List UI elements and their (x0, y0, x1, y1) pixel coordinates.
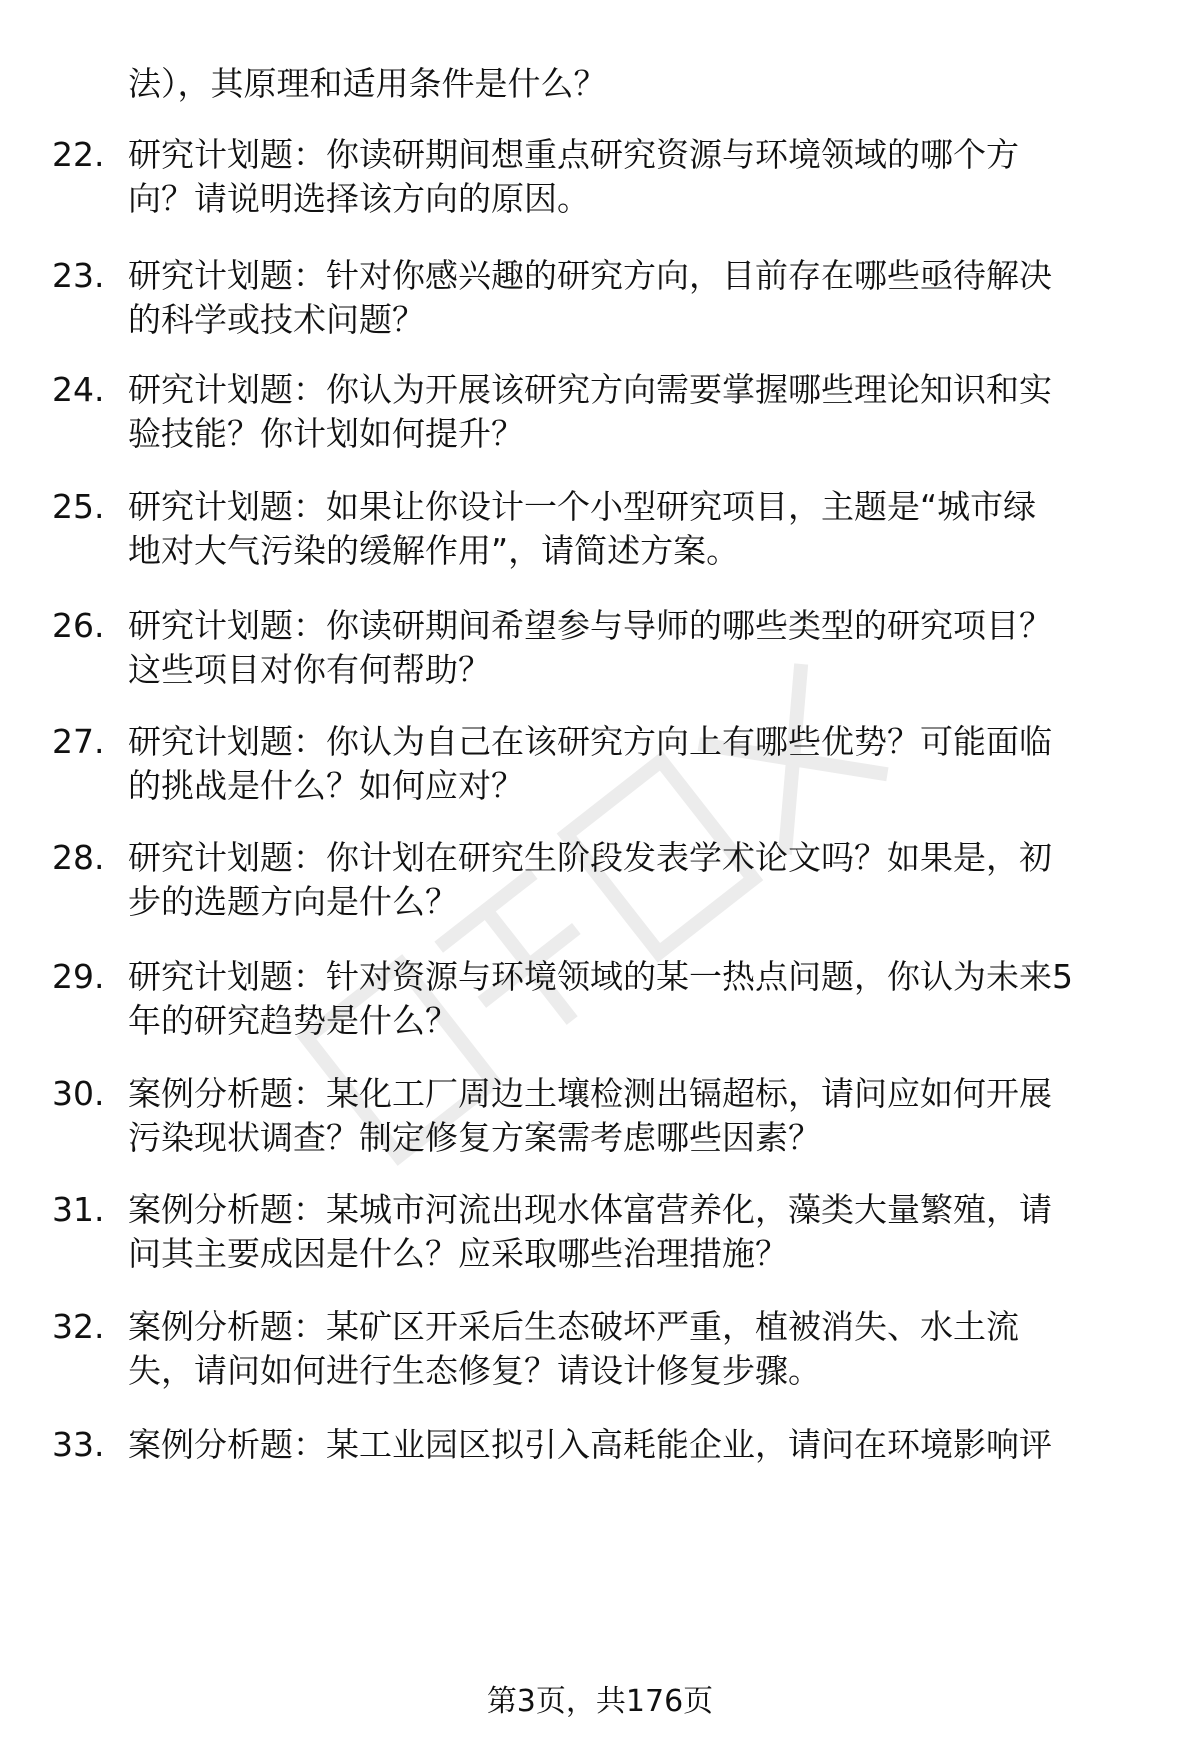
item-text-line: 步的选题方向是什么？ (128, 882, 458, 921)
item-number: 25. (52, 487, 105, 526)
item-text-line: 这些项目对你有何帮助？ (128, 650, 491, 689)
item-text-line: 案例分析题：某工业园区拟引入高耗能企业，请问在环境影响评 (128, 1425, 1052, 1464)
item-number: 27. (52, 722, 105, 761)
page-footer: 第3页，共176页 (486, 1684, 714, 1719)
item-text-line: 研究计划题：你读研期间希望参与导师的哪些类型的研究项目？ (128, 606, 1052, 645)
item-text-line: 的科学或技术问题？ (128, 300, 425, 339)
item-text-line: 地对大气污染的缓解作用”，请简述方案。 (128, 531, 740, 570)
item-text-line: 研究计划题：针对你感兴趣的研究方向，目前存在哪些亟待解决 (128, 256, 1052, 295)
item-number: 30. (52, 1074, 105, 1113)
item-text-line: 的挑战是什么？如何应对？ (128, 766, 524, 805)
item-number: 31. (52, 1190, 105, 1229)
item-text-line: 研究计划题：你认为自己在该研究方向上有哪些优势？可能面临 (128, 722, 1052, 761)
item-text-line: 案例分析题：某矿区开采后生态破坏严重，植被消失、水土流 (128, 1307, 1019, 1346)
item-text-line: 验技能？你计划如何提升？ (128, 414, 524, 453)
item-number: 23. (52, 256, 105, 295)
item-text-line: 问其主要成因是什么？应采取哪些治理措施？ (128, 1234, 788, 1273)
item-text-line: 研究计划题：针对资源与环境领域的某一热点问题，你认为未来5 (128, 957, 1073, 996)
item-number: 29. (52, 957, 105, 996)
item-text-line: 研究计划题：你读研期间想重点研究资源与环境领域的哪个方 (128, 135, 1019, 174)
continuation-line: 法），其原理和适用条件是什么？ (128, 64, 607, 103)
item-text-line: 研究计划题：你计划在研究生阶段发表学术论文吗？如果是，初 (128, 838, 1052, 877)
item-number: 26. (52, 606, 105, 645)
item-text-line: 年的研究趋势是什么？ (128, 1001, 458, 1040)
item-text-line: 失，请问如何进行生态修复？请设计修复步骤。 (128, 1351, 821, 1390)
item-number: 33. (52, 1425, 105, 1464)
item-number: 22. (52, 135, 105, 174)
item-text-line: 案例分析题：某城市河流出现水体富营养化，藻类大量繁殖，请 (128, 1190, 1052, 1229)
item-text-line: 研究计划题：如果让你设计一个小型研究项目，主题是“城市绿 (128, 487, 1037, 526)
item-number: 28. (52, 838, 105, 877)
item-text-line: 案例分析题：某化工厂周边土壤检测出镉超标，请问应如何开展 (128, 1074, 1052, 1113)
item-text-line: 向？请说明选择该方向的原因。 (128, 179, 590, 218)
item-number: 32. (52, 1307, 105, 1346)
item-number: 24. (52, 370, 105, 409)
item-text-line: 污染现状调查？制定修复方案需考虑哪些因素？ (128, 1118, 821, 1157)
item-text-line: 研究计划题：你认为开展该研究方向需要掌握哪些理论知识和实 (128, 370, 1052, 409)
